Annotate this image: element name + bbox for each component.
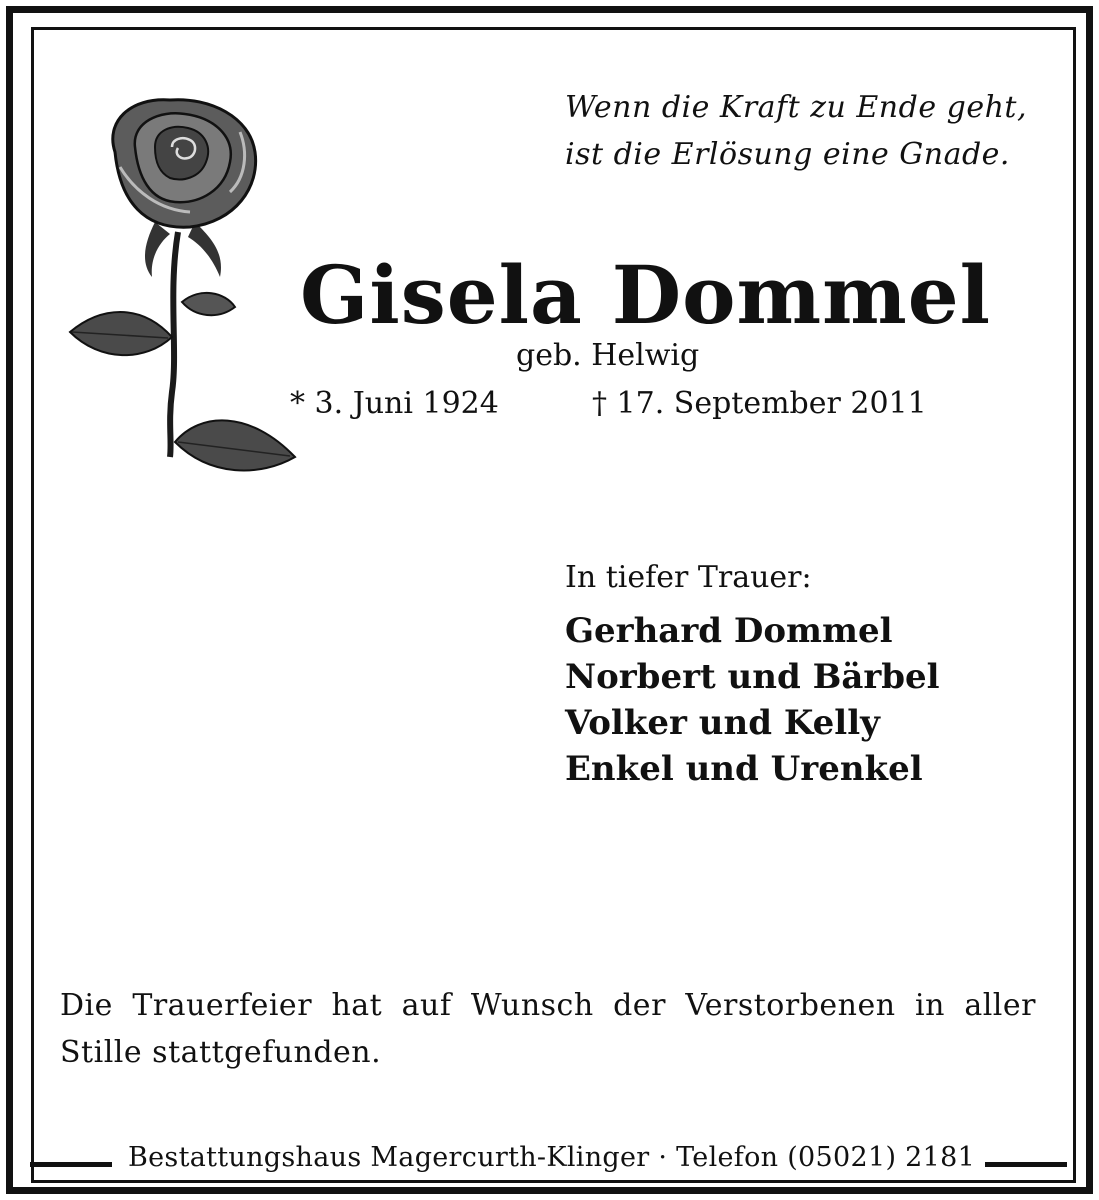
motto-line-2: ist die Erlösung eine Gnade. xyxy=(565,137,1010,172)
mourner-name: Norbert und Bärbel xyxy=(565,657,940,697)
deceased-name: Gisela Dommel xyxy=(300,248,992,342)
maiden-name: geb. Helwig xyxy=(516,338,700,373)
mourner-name: Gerhard Dommel xyxy=(565,611,893,651)
mourning-label: In tiefer Trauer: xyxy=(565,560,812,595)
rose-icon xyxy=(60,92,310,492)
death-date: † 17. September 2011 xyxy=(592,386,927,421)
mourner-name: Enkel und Urenkel xyxy=(565,749,923,789)
footer-rule-left xyxy=(30,1162,112,1167)
service-notice: Die Trauerfeier hat auf Wunsch der Verstorbenen in aller Stille stattgefunden. xyxy=(60,988,1036,1070)
birth-date: * 3. Juni 1924 xyxy=(290,386,499,421)
funeral-home-footer: Bestattungshaus Magercurth-Klinger · Telefon (05021) 2181 xyxy=(120,1142,983,1173)
mourner-name: Volker und Kelly xyxy=(565,703,880,743)
mourners-list xyxy=(565,608,940,792)
motto-line-1: Wenn die Kraft zu Ende geht, xyxy=(565,90,1027,125)
footer-rule-right xyxy=(985,1162,1067,1167)
motto xyxy=(565,84,1027,178)
